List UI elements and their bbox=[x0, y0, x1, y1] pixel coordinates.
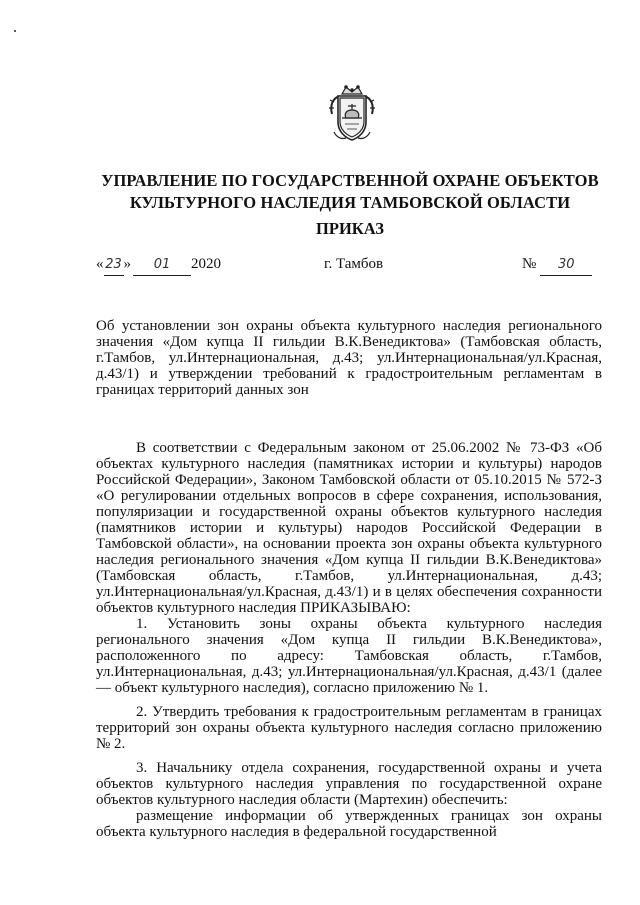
number-label: № bbox=[522, 256, 537, 272]
date-close-quote: » bbox=[123, 256, 131, 272]
body-paragraph-preamble: В соответствии с Федеральным законом от 25.06.2002 № 73-ФЗ «Об объектах культурного наследия (памятниках истории и культуры) народов Российской Федерации», Законом Тамбовской области от 05.10.2015 № 572-З «О регулировании отдельных вопросов в сфере сохранения, использования, популяризации и государственной охраны объектов культурного наследия (памятников истории и культуры) народов Российской Федерации в Тамбовской области», на основании проекта зон охраны объекта культурного наследия регионального значения «Дом купца II гильдии В.К.Венедиктова» (Тамбовская область, г.Тамбов, ул.Интернациональная, д.43; ул.Интернациональная/ул.Красная, д.43/1) и в целях обеспечения сохранности объектов культурного наследия ПРИКАЗЫВАЮ: bbox=[96, 440, 602, 616]
order-body bbox=[96, 440, 602, 840]
date-day-handwritten: 23 bbox=[104, 255, 124, 276]
scan-speck bbox=[14, 30, 16, 32]
tambov-coat-of-arms-emblem bbox=[326, 84, 378, 144]
number-handwritten: 30 bbox=[540, 255, 592, 276]
order-date bbox=[96, 254, 221, 276]
body-paragraph-item-3-sub: размещение информации об утвержденных границах зон охраны объекта культурного наследия в федеральной государственной bbox=[96, 808, 602, 840]
date-open-quote: « bbox=[96, 256, 104, 272]
organization-title bbox=[90, 170, 610, 214]
organization-title-line-1: УПРАВЛЕНИЕ ПО ГОСУДАРСТВЕННОЙ ОХРАНЕ ОБЪЕКТОВ bbox=[101, 171, 599, 190]
date-month-handwritten: 01 bbox=[133, 255, 191, 276]
organization-title-line-2: КУЛЬТУРНОГО НАСЛЕДИЯ ТАМБОВСКОЙ ОБЛАСТИ bbox=[129, 193, 571, 212]
body-paragraph-item-2: 2. Утвердить требования к градостроительным регламентам в границах территорий зон охраны объекта культурного наследия согласно приложению № 2. bbox=[96, 704, 602, 752]
order-city: г. Тамбов bbox=[324, 256, 384, 272]
body-paragraph-item-1: 1. Установить зоны охраны объекта культурного наследия регионального значения «Дом купца II гильдии В.К.Венедиктова», расположенного по адресу: Тамбовская область, г.Тамбов, ул.Интернациональная, д.43; ул.Интернациональная/ул.Красная, д.43/1 (далее — объект культурного наследия), согласно приложению № 1. bbox=[96, 616, 602, 696]
body-paragraph-item-3: 3. Начальнику отдела сохранения, государственной охраны и учета объектов культурного наследия управления по государственной охране объектов культурного наследия области (Мартехин) обеспечить: bbox=[96, 760, 602, 808]
document-type-heading: ПРИКАЗ bbox=[316, 219, 384, 238]
order-number bbox=[522, 254, 592, 276]
date-year: 2020 bbox=[191, 256, 221, 272]
order-subject: Об установлении зон охраны объекта культурного наследия регионального значения «Дом купца II гильдии В.К.Венедиктова» (Тамбовская область, г.Тамбов, ул.Интернациональная, д.43; ул.Интернациональная/ул.Красная, д.43/1) и утверждении требований к градостроительным регламентам в границах территорий данных зон bbox=[96, 318, 602, 398]
